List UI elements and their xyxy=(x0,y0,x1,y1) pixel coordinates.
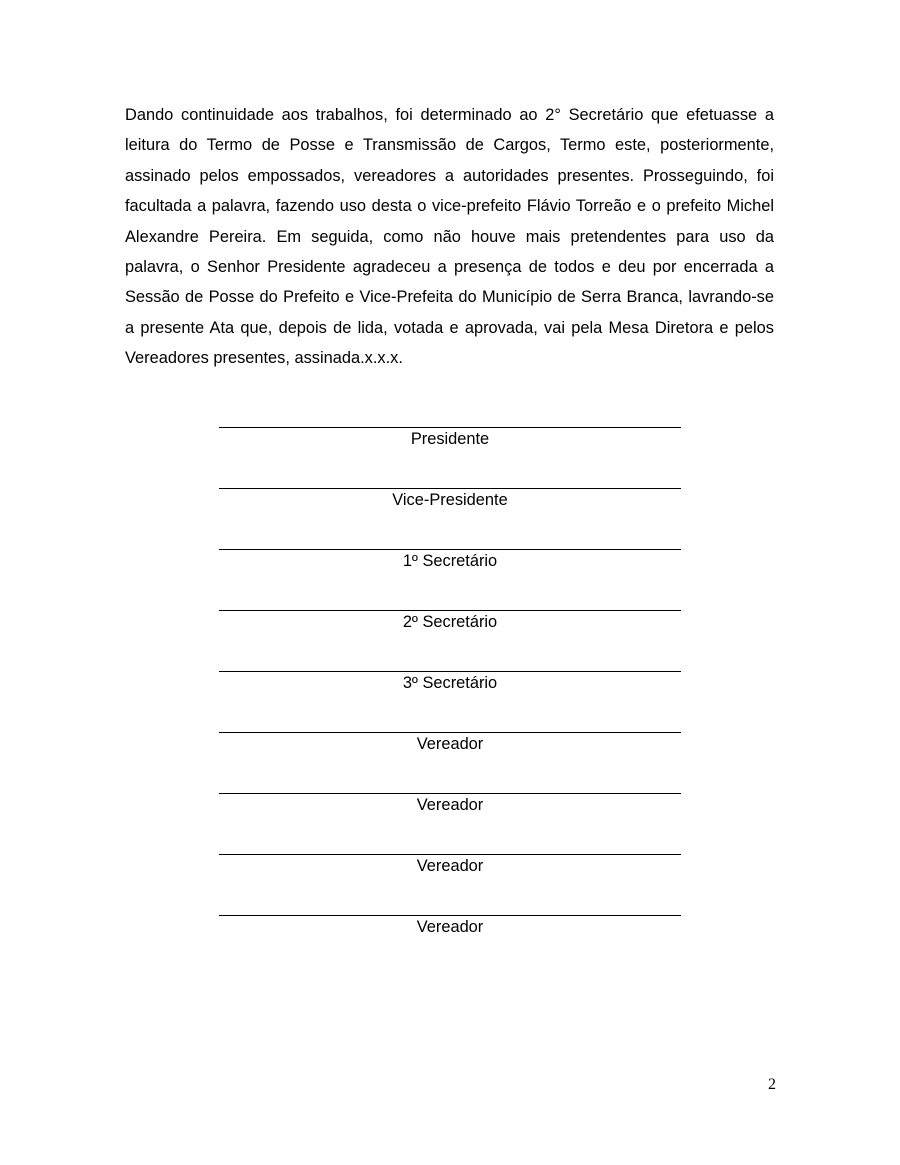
signature-label: Vereador xyxy=(416,735,484,753)
signature-block-third-secretary xyxy=(219,662,681,723)
signature-label: 2º Secretário xyxy=(402,613,498,631)
signature-label: Vice-Presidente xyxy=(392,491,508,509)
signature-line xyxy=(219,732,681,733)
signature-block-second-secretary xyxy=(219,601,681,662)
signature-label: Presidente xyxy=(410,430,490,448)
signature-block-councilor-4 xyxy=(219,906,681,967)
signature-line xyxy=(219,854,681,855)
signature-line xyxy=(219,610,681,611)
signature-line xyxy=(219,793,681,794)
signature-line xyxy=(219,549,681,550)
signature-section xyxy=(219,418,681,967)
signature-line xyxy=(219,427,681,428)
page-number: 2 xyxy=(768,1076,776,1093)
signature-block-councilor-1 xyxy=(219,723,681,784)
signature-line xyxy=(219,915,681,916)
signature-label: Vereador xyxy=(416,857,484,875)
signature-label: 3º Secretário xyxy=(402,674,498,692)
body-paragraph: Dando continuidade aos trabalhos, foi determinado ao 2° Secretário que efetuasse a leitura do Termo de Posse e Transmissão de Cargos, Termo este, posteriormente, assinado pelos empossados, vereadores a autoridades presentes. Prosseguindo, foi facultada a palavra, fazendo uso desta o vice-prefeito Flávio Torreão e o prefeito Michel Alexandre Pereira. Em seguida, como não houve mais pretendentes para uso da palavra, o Senhor Presidente agradeceu a presença de todos e deu por encerrada a Sessão de Posse do Prefeito e Vice-Prefeita do Município de Serra Branca, lavrando-se a presente Ata que, depois de lida, votada e aprovada, vai pela Mesa Diretora e pelos Vereadores presentes, assinada.x.x.x. xyxy=(125,106,774,368)
signature-label: Vereador xyxy=(416,796,484,814)
signature-label: 1º Secretário xyxy=(402,552,498,570)
signature-block-president xyxy=(219,418,681,479)
signature-line xyxy=(219,671,681,672)
signature-line xyxy=(219,488,681,489)
signature-block-councilor-2 xyxy=(219,784,681,845)
signature-block-councilor-3 xyxy=(219,845,681,906)
signature-label: Vereador xyxy=(416,918,484,936)
signature-block-first-secretary xyxy=(219,540,681,601)
signature-block-vice-president xyxy=(219,479,681,540)
